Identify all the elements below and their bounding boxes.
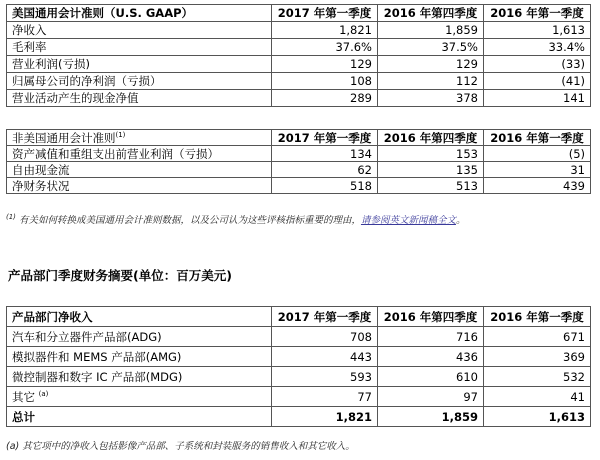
value-cell: 97 [378, 387, 484, 407]
value-cell: 108 [272, 73, 378, 90]
table-header-row [7, 130, 591, 146]
row-label: 营业利润(亏损) [7, 56, 272, 73]
table-row [7, 387, 591, 407]
total-row [7, 407, 591, 427]
header-cell: 2016 年第一季度 [484, 307, 591, 327]
footnote-marker: (1) [115, 130, 126, 139]
value-cell: 1,821 [272, 407, 378, 427]
row-label: 总计 [7, 407, 272, 427]
value-cell: 135 [378, 162, 484, 178]
value-cell: 1,613 [484, 22, 591, 39]
value-cell: 1,821 [272, 22, 378, 39]
table-row [7, 73, 591, 90]
value-cell: 37.6% [272, 39, 378, 56]
row-label: 自由现金流 [7, 162, 272, 178]
value-cell: 1,613 [484, 407, 591, 427]
value-cell: 518 [272, 178, 378, 194]
row-label: 汽车和分立器件产品部(ADG) [7, 327, 272, 347]
table-row [7, 90, 591, 107]
press-release-link[interactable]: 请参阅英文新闻稿全文 [360, 215, 456, 226]
value-cell: 439 [484, 178, 591, 194]
table-row [7, 367, 591, 387]
footnote-1 [6, 212, 465, 226]
header-label: 非美国通用会计准则 [12, 130, 116, 145]
row-label: 净收入 [7, 22, 272, 39]
value-cell: (5) [484, 146, 591, 162]
value-cell: 62 [272, 162, 378, 178]
row-label: 毛利率 [7, 39, 272, 56]
header-cell: 2016 年第四季度 [378, 130, 484, 146]
header-cell: 2017 年第一季度 [272, 130, 378, 146]
header-cell: 2016 年第一季度 [484, 130, 591, 146]
header-cell [7, 130, 272, 146]
value-cell: 378 [378, 90, 484, 107]
header-cell: 2017 年第一季度 [272, 307, 378, 327]
gaap-summary-table [6, 4, 591, 107]
value-cell: 134 [272, 146, 378, 162]
row-label: 营业活动产生的现金净值 [7, 90, 272, 107]
value-cell: 610 [378, 367, 484, 387]
header-cell: 产品部门净收入 [7, 307, 272, 327]
table-header-row [7, 307, 591, 327]
value-cell: 436 [378, 347, 484, 367]
section-title: 产品部门季度财务摘要(单位：百万美元) [8, 268, 232, 283]
table-row [7, 39, 591, 56]
table-row [7, 178, 591, 194]
value-cell: 31 [484, 162, 591, 178]
value-cell: 129 [272, 56, 378, 73]
table-row [7, 162, 591, 178]
value-cell: 289 [272, 90, 378, 107]
header-cell: 2016 年第一季度 [484, 5, 591, 22]
value-cell: 129 [378, 56, 484, 73]
table-row [7, 327, 591, 347]
value-cell: 708 [272, 327, 378, 347]
footnote-text: 有关如何转换成美国通用会计准则数据，以及公司认为这些评核指标重要的理由， [15, 215, 361, 226]
value-cell: 1,859 [378, 407, 484, 427]
footnote-marker: (a) [38, 389, 49, 398]
value-cell: 153 [378, 146, 484, 162]
table-row [7, 56, 591, 73]
value-cell: 593 [272, 367, 378, 387]
value-cell: 141 [484, 90, 591, 107]
value-cell: 1,859 [378, 22, 484, 39]
row-label: 模拟器件和 MEMS 产品部(AMG) [7, 347, 272, 367]
row-label-text: 其它 [12, 389, 35, 404]
header-cell: 2016 年第四季度 [378, 307, 484, 327]
header-cell: 美国通用会计准则（U.S. GAAP） [7, 5, 272, 22]
row-label: 资产减值和重组支出前营业利润（亏损） [7, 146, 272, 162]
value-cell: 33.4% [484, 39, 591, 56]
value-cell: (33) [484, 56, 591, 73]
table-row [7, 146, 591, 162]
row-label: 净财务状况 [7, 178, 272, 194]
row-label [7, 387, 272, 407]
table-row [7, 347, 591, 367]
value-cell: 112 [378, 73, 484, 90]
value-cell: 513 [378, 178, 484, 194]
footnote-marker: (1) [6, 212, 16, 221]
row-label: 微控制器和数字 IC 产品部(MDG) [7, 367, 272, 387]
value-cell: 443 [272, 347, 378, 367]
value-cell: 41 [484, 387, 591, 407]
non-gaap-summary-table [6, 129, 591, 194]
header-cell: 2017 年第一季度 [272, 5, 378, 22]
value-cell: 77 [272, 387, 378, 407]
value-cell: 532 [484, 367, 591, 387]
value-cell: 671 [484, 327, 591, 347]
table-row [7, 22, 591, 39]
footnote-end: 。 [455, 215, 466, 226]
footnote-a: (a) 其它项中的净收入包括影像产品部、子系统和封装服务的销售收入和其它收入。 [6, 441, 355, 452]
segment-revenue-table [6, 306, 591, 427]
value-cell: 716 [378, 327, 484, 347]
row-label: 归属母公司的净利润（亏损） [7, 73, 272, 90]
value-cell: 37.5% [378, 39, 484, 56]
header-cell: 2016 年第四季度 [378, 5, 484, 22]
value-cell: 369 [484, 347, 591, 367]
value-cell: (41) [484, 73, 591, 90]
table-header-row [7, 5, 591, 22]
